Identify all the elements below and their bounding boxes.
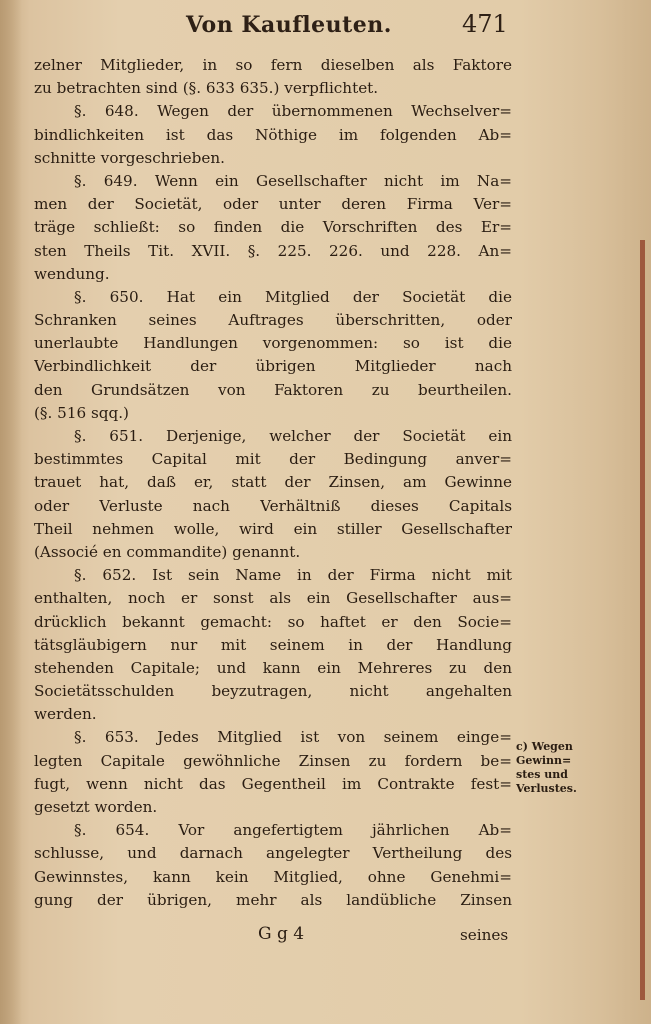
text-line: §. 652. Ist sein Name in der Firma nicht mit	[74, 566, 512, 585]
body-text	[34, 54, 512, 912]
text-line: zu betrachten sind (§. 633 635.) verpflichtet.	[34, 79, 379, 98]
text-line: §. 653. Jedes Mitglied ist von seinem einge=	[74, 728, 512, 747]
text-line: schlusse, und darnach angelegter Vertheilung des	[34, 844, 512, 863]
text-line: stehenden Capitale; und kann ein Mehreres zu den	[34, 658, 512, 677]
signature-mark: G g 4	[258, 924, 305, 944]
text-line: bestimmtes Capital mit der Bedingung anver=	[34, 450, 512, 469]
text-line: Schranken seines Auftrages überschritten, oder	[34, 311, 512, 330]
text-line: drücklich bekannt gemacht: so haftet er den Socie=	[34, 612, 512, 631]
text-line: tätsgläubigern nur mit seinem in der Handlung	[34, 635, 512, 654]
text-line: wendung.	[34, 264, 110, 283]
text-line: (§. 516 sqq.)	[34, 403, 129, 422]
page-number: 471	[462, 10, 508, 38]
text-line: (Associé en commandite) genannt.	[34, 542, 301, 561]
text-line: Verbindlichkeit der übrigen Mitglieder nach	[34, 357, 512, 376]
margin-note-line: stes und	[516, 768, 568, 781]
page-gutter-shadow	[0, 0, 22, 1024]
text-line: legten Capitale gewöhnliche Zinsen zu fordern be=	[34, 751, 512, 770]
text-line: §. 651. Derjenige, welcher der Societät ein	[74, 427, 512, 445]
margin-note	[516, 740, 596, 796]
text-line: Theil nehmen wolle, wird ein stiller Gesellschafter	[34, 519, 512, 538]
text-line: men der Societät, oder unter deren Firma Ver=	[34, 195, 512, 214]
margin-note-line: c) Wegen	[516, 740, 573, 753]
text-line: sten Theils Tit. XVII. §. 225. 226. und 228. An=	[34, 241, 512, 260]
text-line: trauet hat, daß er, statt der Zinsen, am Gewinne	[34, 473, 512, 492]
text-line: §. 648. Wegen der übernommenen Wechselver=	[74, 102, 512, 121]
text-line: unerlaubte Handlungen vorgenommen: so ist die	[34, 334, 512, 353]
text-line: §. 649. Wenn ein Gesellschafter nicht im Na=	[74, 171, 512, 190]
text-line: schnitte vorgeschrieben.	[34, 148, 225, 167]
text-line: gesetzt worden.	[34, 798, 158, 816]
catchword: seines	[460, 926, 509, 944]
text-line: fugt, wenn nicht das Gegentheil im Contrakte fest=	[34, 774, 512, 793]
text-line: oder Verluste nach Verhältniß dieses Capitals	[34, 496, 512, 515]
text-line: §. 650. Hat ein Mitglied der Societät die	[74, 287, 512, 306]
text-line: träge schließt: so finden die Vorschriften des Er=	[34, 218, 512, 237]
text-line: Societätsschulden beyzutragen, nicht angehalten	[34, 682, 512, 701]
text-line: gung der übrigen, mehr als landübliche Zinsen	[34, 890, 512, 909]
text-line: bindlichkeiten ist das Nöthige im folgenden Ab=	[34, 125, 512, 144]
margin-note-line: Gewinn=	[516, 754, 572, 767]
text-line: zelner Mitglieder, in so fern dieselben als Faktore	[34, 56, 512, 74]
text-line: Gewinnstes, kann kein Mitglied, ohne Genehmi=	[34, 867, 512, 886]
running-title: Von Kaufleuten.	[186, 12, 392, 38]
text-line: den Grundsätzen von Faktoren zu beurtheilen.	[34, 380, 512, 399]
text-line: §. 654. Vor angefertigtem jährlichen Ab=	[74, 821, 512, 840]
page-header	[186, 6, 516, 46]
margin-note-line: Verlustes.	[516, 782, 577, 795]
page-edge-stain	[640, 240, 645, 1000]
text-line: enthalten, noch er sonst als ein Gesellschafter aus=	[34, 589, 512, 608]
text-line: werden.	[34, 705, 97, 724]
